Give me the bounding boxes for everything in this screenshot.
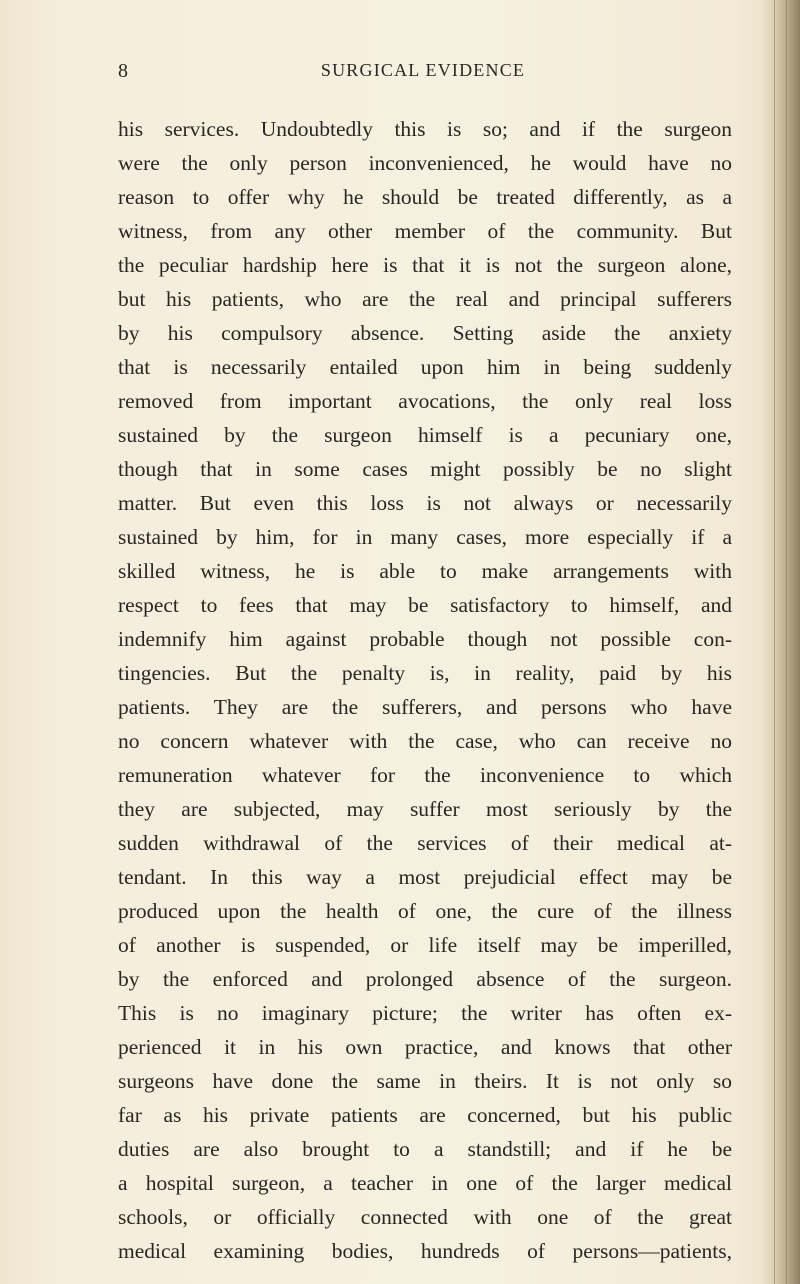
running-title: SURGICAL EVIDENCE <box>320 60 526 80</box>
text-line: though that in some cases might possibly be no slight <box>118 457 732 481</box>
text-line: they are subjected, may suffer most seriously by the <box>118 797 732 821</box>
text-line: by the enforced and prolonged absence of the surgeon. <box>118 967 732 991</box>
text-line: his services. Undoubtedly this is so; and if the surgeon <box>118 117 732 141</box>
text-line: skilled witness, he is able to make arrangements with <box>118 559 732 583</box>
text-line: respect to fees that may be satisfactory to himself, and <box>118 593 732 617</box>
gutter-edge-line <box>786 0 787 1284</box>
page-number: 8 <box>118 60 129 82</box>
text-line: This is no imaginary picture; the writer has often ex- <box>118 1001 732 1025</box>
text-line: surgeons have done the same in theirs. It is not only so <box>118 1069 732 1093</box>
text-line: sustained by him, for in many cases, more especially if a <box>118 525 732 549</box>
text-line: perienced it in his own practice, and knows that other <box>118 1035 732 1059</box>
page-gutter-shadow <box>760 0 800 1284</box>
text-line: produced upon the health of one, the cure of the illness <box>118 899 732 923</box>
text-line: sustained by the surgeon himself is a pecuniary one, <box>118 423 732 447</box>
text-line: that is necessarily entailed upon him in being suddenly <box>118 355 732 379</box>
text-line: far as his private patients are concerned, but his public <box>118 1103 732 1127</box>
text-line: no concern whatever with the case, who can receive no <box>118 729 732 753</box>
text-line: a hospital surgeon, a teacher in one of the larger medical <box>118 1171 732 1195</box>
body-text <box>118 112 732 1268</box>
text-line: tendant. In this way a most prejudicial effect may be <box>118 865 732 889</box>
text-line: the peculiar hardship here is that it is not the surgeon alone, <box>118 253 732 277</box>
text-line: of another is suspended, or life itself may be imperilled, <box>118 933 732 957</box>
text-line: indemnify him against probable though not possible con- <box>118 627 732 651</box>
text-line: but his patients, who are the real and principal sufferers <box>118 287 732 311</box>
text-line: removed from important avocations, the only real loss <box>118 389 732 413</box>
gutter-edge-line <box>774 0 775 1284</box>
text-line: sudden withdrawal of the services of their medical at- <box>118 831 732 855</box>
text-line: schools, or officially connected with one of the great <box>118 1205 732 1229</box>
text-line: medical examining bodies, hundreds of persons—patients, <box>118 1239 732 1263</box>
text-line: reason to offer why he should be treated differently, as a <box>118 185 732 209</box>
text-line: were the only person inconvenienced, he would have no <box>118 151 732 175</box>
text-line: remuneration whatever for the inconvenience to which <box>118 763 732 787</box>
text-line: witness, from any other member of the community. But <box>118 219 732 243</box>
text-line: tingencies. But the penalty is, in reality, paid by his <box>118 661 732 685</box>
text-line: by his compulsory absence. Setting aside the anxiety <box>118 321 732 345</box>
text-line: matter. But even this loss is not always or necessarily <box>118 491 732 515</box>
text-line: duties are also brought to a standstill; and if he be <box>118 1137 732 1161</box>
running-head <box>118 60 728 90</box>
text-line: patients. They are the sufferers, and persons who have <box>118 695 732 719</box>
